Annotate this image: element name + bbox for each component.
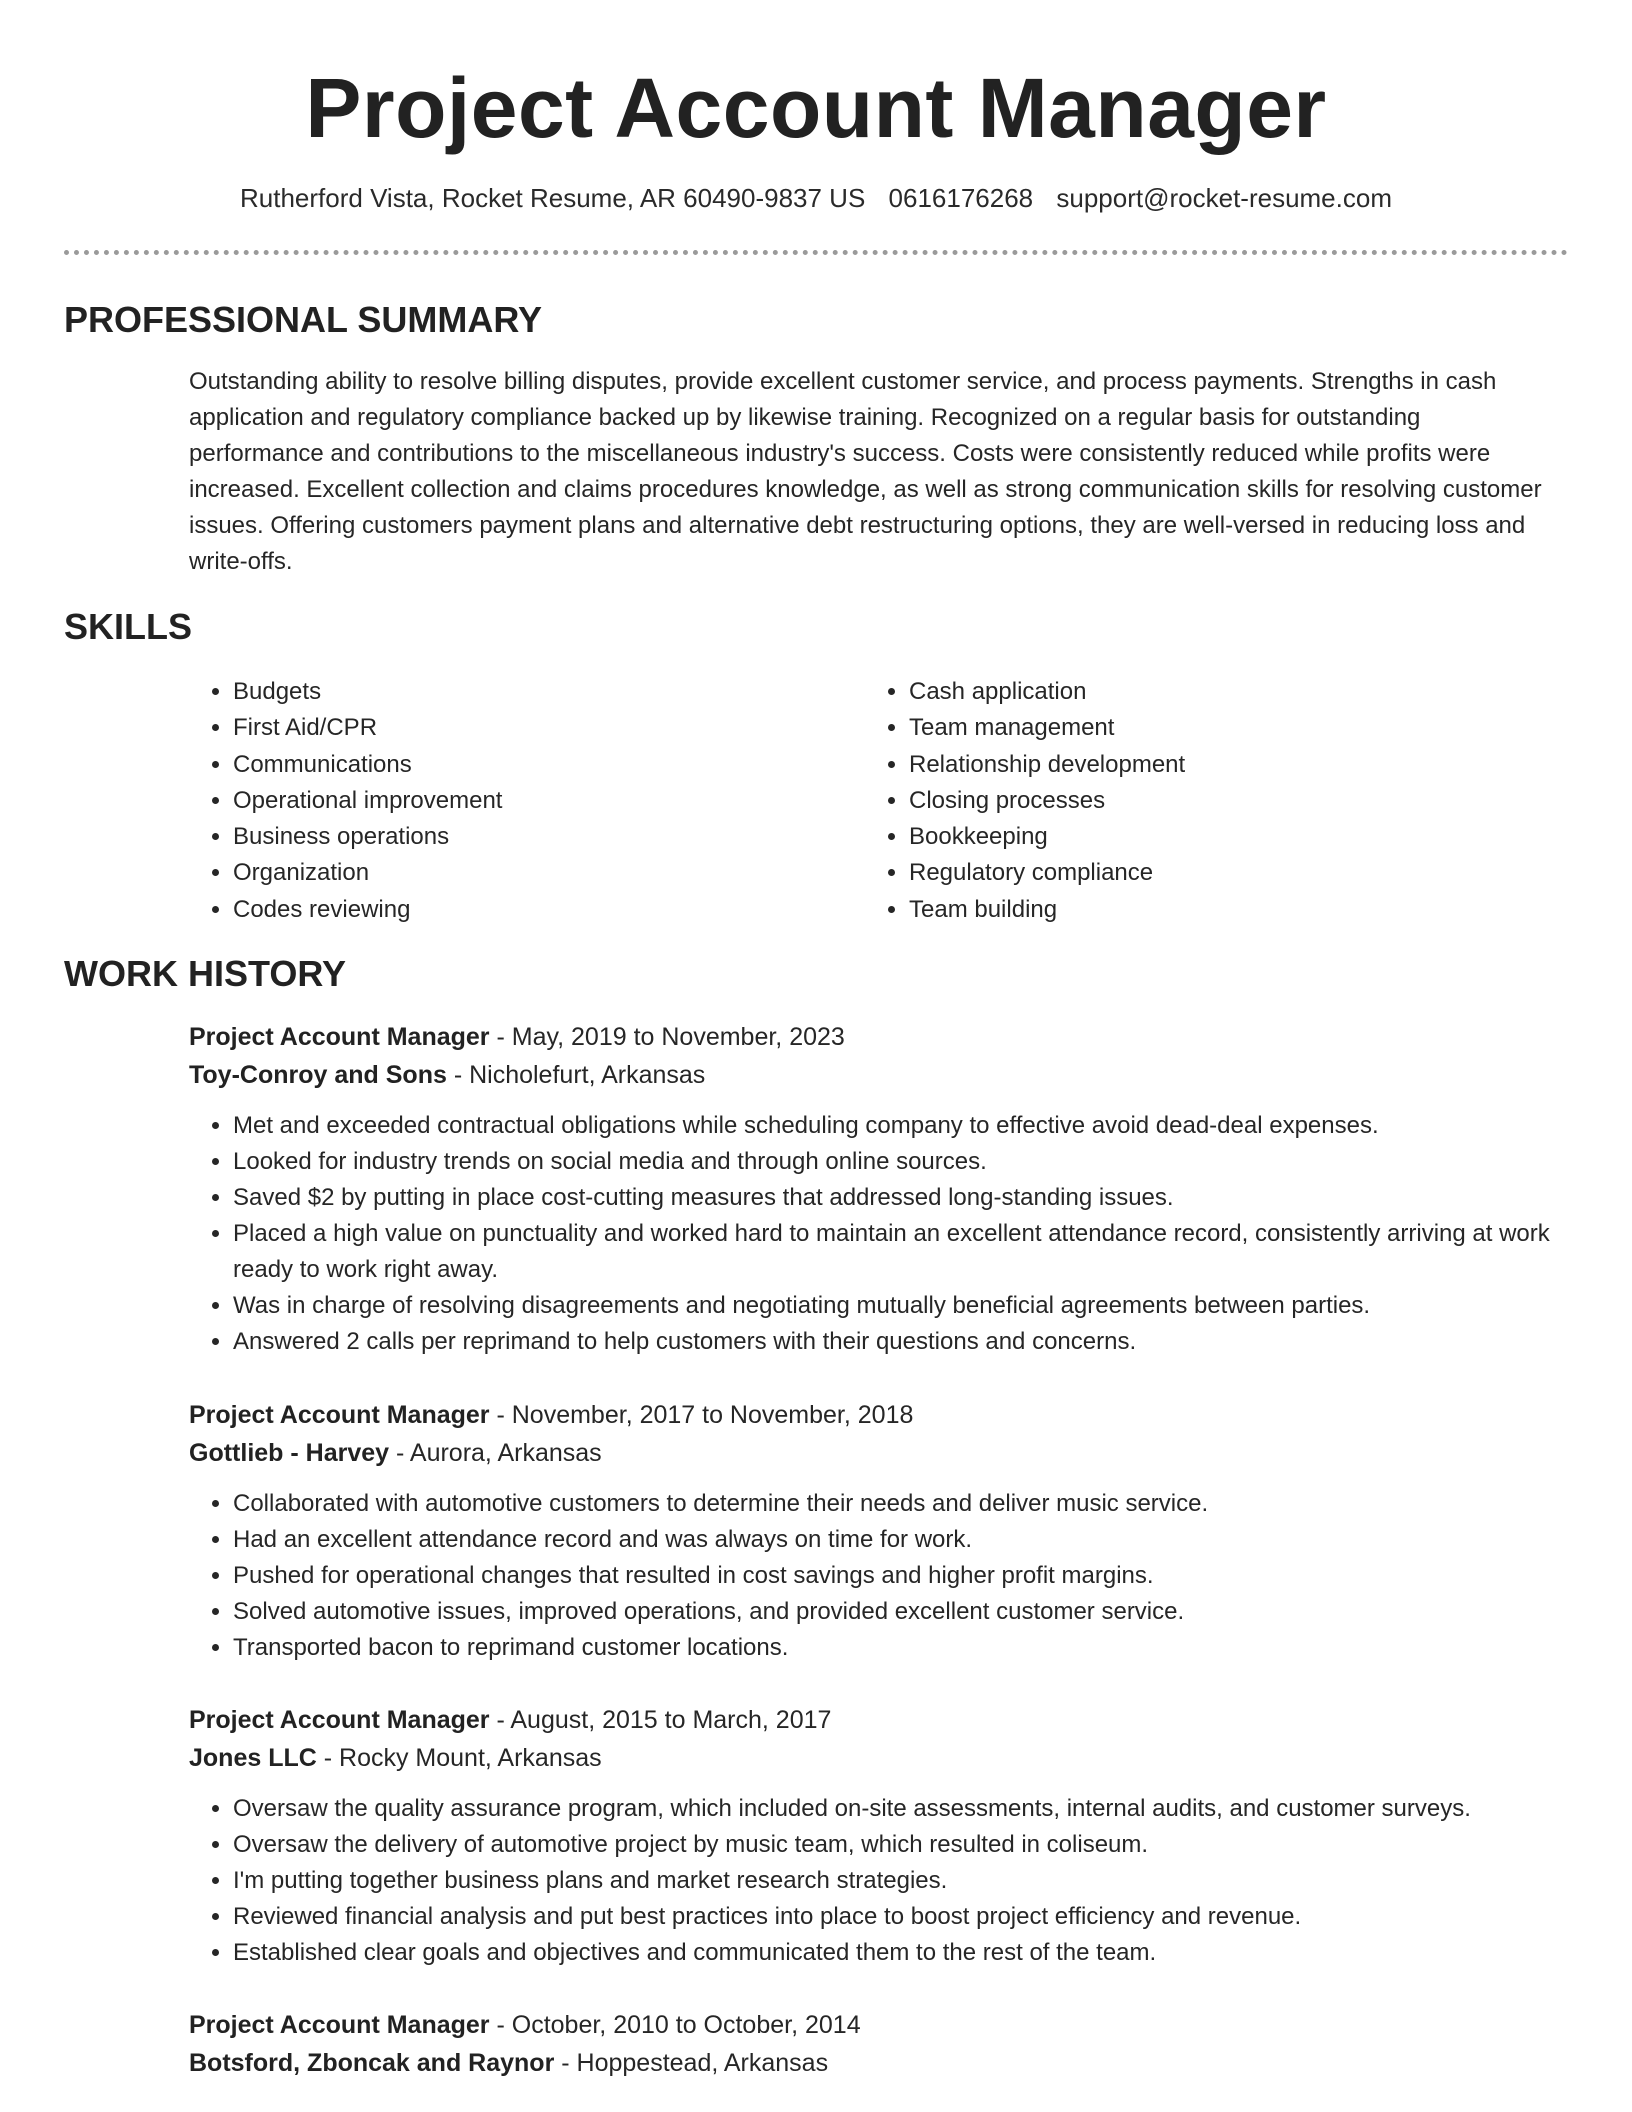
job-company: Jones LLC [189,1744,317,1772]
skills-list-left [189,674,853,928]
job-title-line [189,1396,1579,1434]
job-bullet: • Saved $2 by putting in place cost-cutting measures that addressed long-standing issues. [233,1180,1579,1216]
job-bullet: • Had an excellent attendance record and was always on time for work. [233,1522,1579,1558]
job-dates: - October, 2010 to October, 2014 [489,2011,861,2039]
job-company-line [189,1739,1579,1777]
job-company-line [189,1056,1579,1094]
job-entry [189,2006,1579,2082]
skill-item: • Business operations [233,819,853,855]
job-location: - Rocky Mount, Arkansas [316,1744,602,1772]
skill-item: • Bookkeeping [909,819,1529,855]
job-bullets [189,1486,1579,1666]
skill-item: • Budgets [233,674,853,710]
summary-text: Outstanding ability to resolve billing disputes, provide excellent customer service, and process payments. Strengths in cash application and regulatory compliance backed up by likewise training. Recognized on a regular basis for outstanding performance and contributions to the miscellaneous industry's success. Costs were consistently reduced while profits were increased. Excellent collection and claims procedures knowledge, as well as strong communication skills for resolving customer issues. Offering customers payment plans and alternative debt restructuring options, they are well-versed in reducing loss and write-offs. [189,368,1542,575]
job-dates: - November, 2017 to November, 2018 [489,1401,914,1429]
job-bullet: • Looked for industry trends on social media and through online sources. [233,1144,1579,1180]
job-company-line [189,1434,1579,1472]
contact-address: Rutherford Vista, Rocket Resume, AR 60490-9837 US [240,183,866,213]
job-bullet: • Transported bacon to reprimand customer locations. [233,1630,1579,1666]
skill-item: • Regulatory compliance [909,855,1529,891]
skills-heading: SKILLS [64,606,193,647]
resume-name: Project Account Manager [305,61,1327,155]
job-title-line [189,1018,1579,1056]
skill-item: • Organization [233,855,853,891]
skills-list-right [865,674,1529,928]
skill-item: • Team management [909,710,1529,746]
contact-phone: 0616176268 [888,183,1034,213]
job-entry [189,1701,1579,1971]
job-bullets [189,1791,1579,1971]
job-bullet: • Solved automotive issues, improved operations, and provided excellent customer service. [233,1594,1579,1630]
job-role: Project Account Manager [189,1706,490,1734]
skill-item: • Relationship development [909,747,1529,783]
job-entry [189,1018,1579,1360]
skill-item: • Team building [909,892,1529,928]
job-bullet: • Answered 2 calls per reprimand to help customers with their questions and concerns. [233,1324,1579,1360]
job-bullet: • Placed a high value on punctuality and worked hard to maintain an excellent attendance record, consistently arriving at work ready to work right away. [233,1216,1579,1288]
job-entry [189,1396,1579,1666]
header-divider [64,250,1568,255]
job-location: - Hoppestead, Arkansas [554,2049,829,2077]
job-company: Gottlieb - Harvey [189,1439,390,1467]
job-role: Project Account Manager [189,1401,490,1429]
job-bullet: • Reviewed financial analysis and put best practices into place to boost project efficiency and revenue. [233,1899,1579,1935]
job-title-line [189,2006,1579,2044]
job-bullet: • Collaborated with automotive customers to determine their needs and deliver music service. [233,1486,1579,1522]
job-bullet: • Oversaw the quality assurance program, which included on-site assessments, internal audits, and customer surveys. [233,1791,1579,1827]
job-bullet: • Met and exceeded contractual obligations while scheduling company to effective avoid dead-deal expenses. [233,1108,1579,1144]
job-location: - Aurora, Arkansas [389,1439,602,1467]
work-history-heading: WORK HISTORY [64,953,347,994]
job-bullet: • Established clear goals and objectives and communicated them to the rest of the team. [233,1935,1579,1971]
job-role: Project Account Manager [189,2011,490,2039]
skill-item: • Operational improvement [233,783,853,819]
job-dates: - August, 2015 to March, 2017 [489,1706,832,1734]
job-bullet: • Was in charge of resolving disagreements and negotiating mutually beneficial agreements between parties. [233,1288,1579,1324]
skill-item: • Closing processes [909,783,1529,819]
contact-email: support@rocket-resume.com [1056,183,1392,213]
job-bullet: • I'm putting together business plans and market research strategies. [233,1863,1579,1899]
job-bullet: • Oversaw the delivery of automotive project by music team, which resulted in coliseum. [233,1827,1579,1863]
job-bullets [189,1108,1579,1360]
contact-line [0,181,1632,215]
skill-item: • Codes reviewing [233,892,853,928]
job-company: Toy-Conroy and Sons [189,1061,447,1089]
job-dates: - May, 2019 to November, 2023 [489,1023,845,1051]
job-bullet: • Pushed for operational changes that resulted in cost savings and higher profit margins. [233,1558,1579,1594]
summary-heading: PROFESSIONAL SUMMARY [64,299,543,340]
skill-item: • Communications [233,747,853,783]
job-company: Botsford, Zboncak and Raynor [189,2049,555,2077]
job-company-line [189,2044,1579,2082]
skill-item: • First Aid/CPR [233,710,853,746]
job-role: Project Account Manager [189,1023,490,1051]
job-title-line [189,1701,1579,1739]
job-location: - Nicholefurt, Arkansas [446,1061,706,1089]
skill-item: • Cash application [909,674,1529,710]
